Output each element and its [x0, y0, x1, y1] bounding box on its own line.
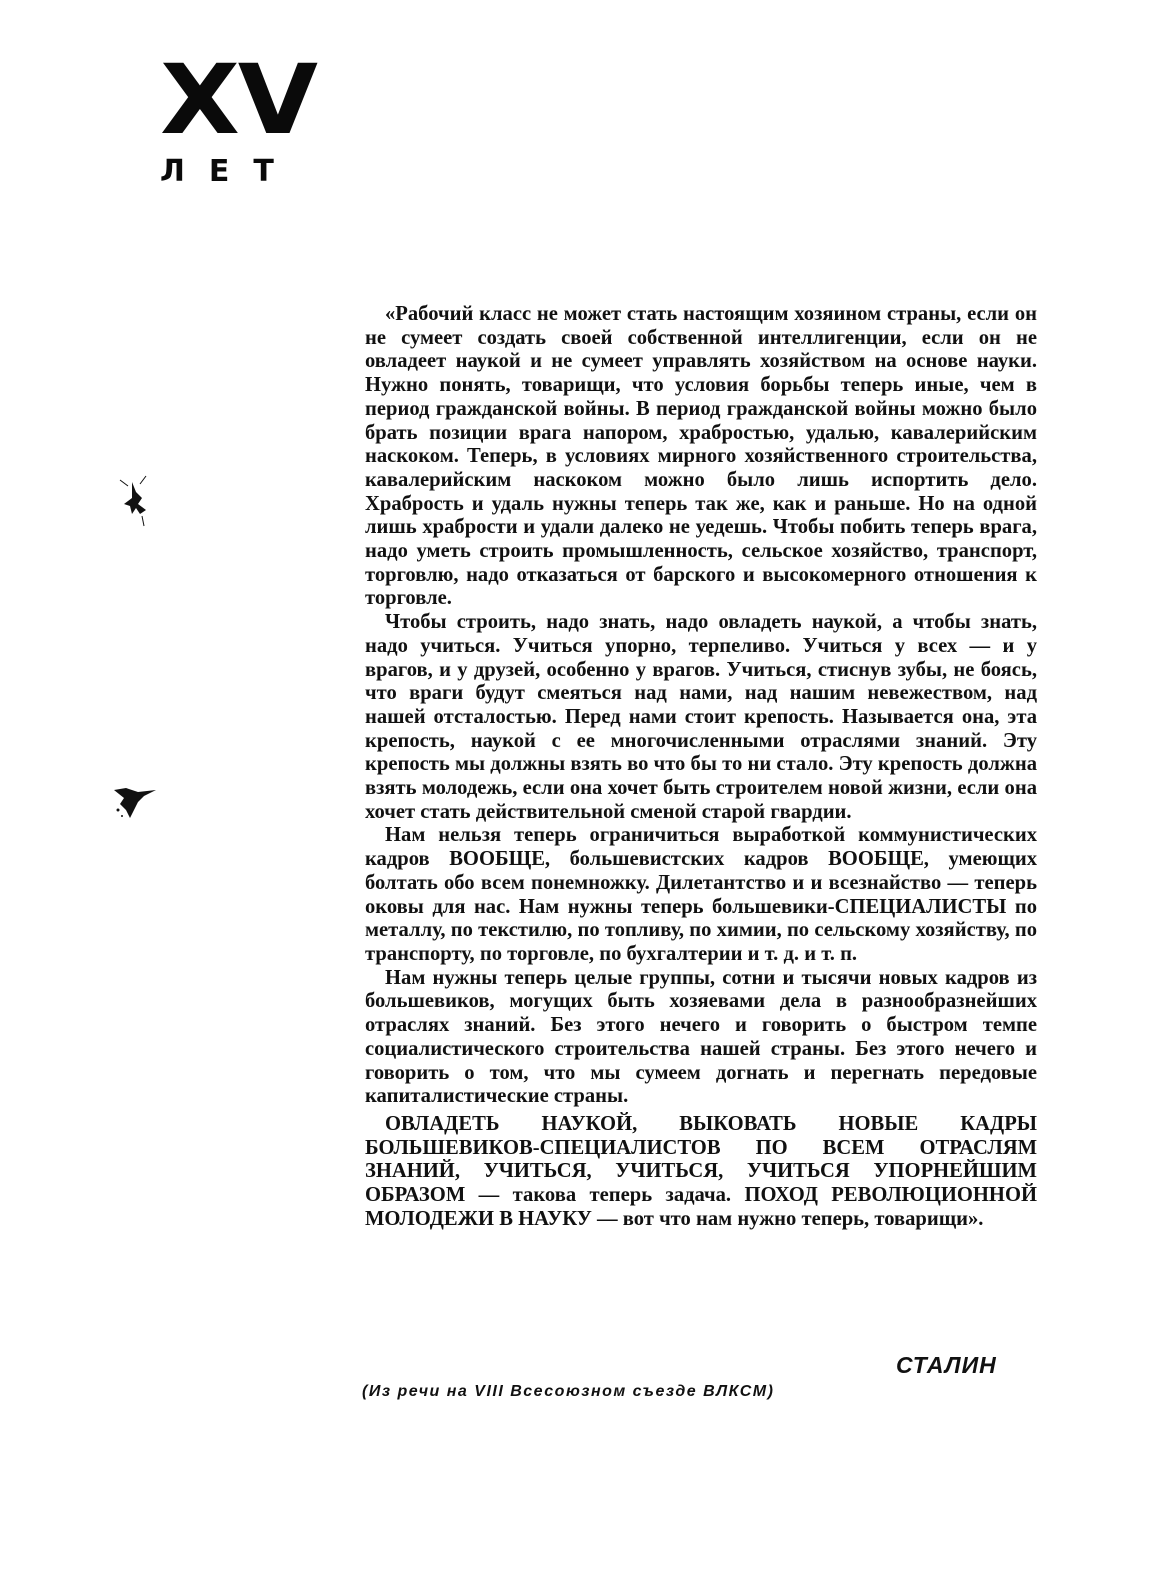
page-header	[160, 44, 316, 189]
quote-paragraph: Нам нельзя теперь ограничиться выработкой коммунистических кадров ВООБЩЕ, большевистских кадров ВООБЩЕ, умеющих болтать обо всем понемножку. Дилетантство и и всезнайство — теперь оковы для нас. Нам нужны теперь большевики-СПЕЦИАЛИСТЫ по металлу, по текстилю, по топливу, по химии, по сельскому хозяйству, по транспорту, по торговле, по бухгалтерии и т. д. и т. п.	[365, 824, 1037, 965]
source-citation: (Из речи на VIII Всесоюзном съезде ВЛКСМ)	[362, 1383, 775, 1400]
ink-blot-2	[108, 780, 164, 824]
quote-body	[365, 303, 1037, 1231]
quote-paragraph: «Рабочий класс не может стать настоящим хозяином страны, если он не сумеет создать своей собственной интеллигенции, если он не овладеет наукой и не сумеет управлять хозяйством на основе науки. Нужно понять, товарищи, что условия борьбы теперь иные, чем в период гражданской войны. В период гражданской войны можно было брать позиции врага напором, храбростью, удалью, кавалерийским наскоком. Теперь, в условиях мирного хозяйственного строительства, кавалерийским наскоком можно было лишь испортить дело. Храбрость и удаль нужны теперь так же, как и раньше. Но на одной лишь храбрости и удали далеко не уедешь. Чтобы побить теперь врага, надо уметь строить промышленность, сельское хозяйство, транспорт, торговлю, надо отказаться от барского и высокомерного отношения к торговле.	[365, 303, 1037, 610]
ink-blot-1	[112, 470, 162, 530]
quote-paragraph-emphasis: ОВЛАДЕТЬ НАУКОЙ, ВЫКОВАТЬ НОВЫЕ КАДРЫ БОЛЬШЕВИКОВ-СПЕЦИАЛИСТОВ ПО ВСЕМ ОТРАСЛЯМ ЗНАНИЙ, УЧИТЬСЯ, УЧИТЬСЯ, УЧИТЬСЯ УПОРНЕЙШИМ ОБРАЗОМ — такова теперь задача. ПОХОД РЕВОЛЮЦИОННОЙ МОЛОДЕЖИ В НАУКУ — вот что нам нужно теперь, товарищи».	[365, 1112, 1037, 1230]
quote-paragraph: Нам нужны теперь целые группы, сотни и тысячи новых кадров из большевиков, могущих быть хозяевами дела в разнообразнейших отраслях знаний. Без этого нечего и говорить о быстром темпе социалистического строительства нашей страны. Без этого нечего и говорить о том, что мы сумеем догнать и перегнать передовые капиталистические страны.	[365, 966, 1037, 1108]
author-signature: СТАЛИН	[896, 1352, 997, 1378]
years-label: ЛЕТ	[160, 154, 298, 189]
quote-paragraph: Чтобы строить, надо знать, надо овладеть наукой, а чтобы знать, надо учиться. Учиться упорно, терпеливо. Учиться у всех — и у врагов, и у друзей, особенно у врагов. Учиться, стиснув зубы, не боясь, что враги будут смеяться над нами, над нашим невежеством, над нашей отсталостью. Перед нами стоит крепость. Называется она, эта крепость, наукой с ее многочисленными отраслями знаний. Эту крепость мы должны взять во что бы то ни стало. Эту крепость должна взять молодежь, если она хочет быть строителем новой жизни, если она хочет стать действительной сменой старой гвардии.	[365, 611, 1037, 823]
roman-numeral-title: XV	[160, 44, 316, 156]
